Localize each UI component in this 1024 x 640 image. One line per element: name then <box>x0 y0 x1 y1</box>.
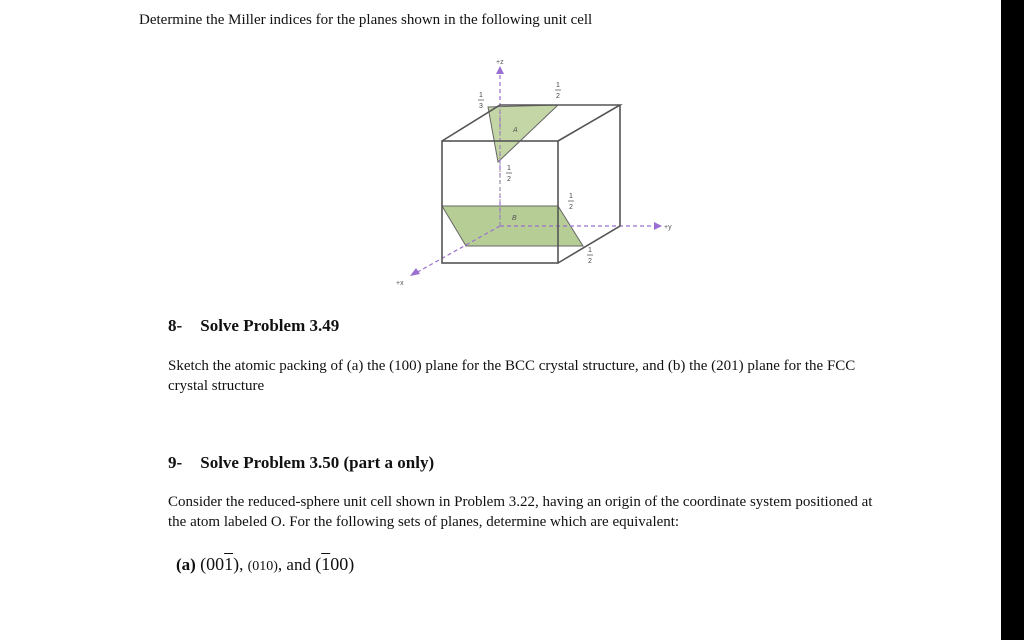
plane-index-1: (001) <box>200 554 240 574</box>
svg-text:3: 3 <box>479 103 483 110</box>
axis-y-label: +y <box>664 224 672 231</box>
problem-9-part-a <box>176 554 354 575</box>
plane-b-label: B <box>512 215 517 222</box>
problem-8-number: 8- <box>168 316 183 335</box>
problem-8-text: Sketch the atomic packing of (a) the (100) plane for the BCC crystal structure, and (b) the (201) plane for the FCC crystal structure <box>168 358 856 394</box>
problem-9-heading <box>168 453 434 473</box>
svg-text:1: 1 <box>507 165 511 172</box>
x-axis-line <box>414 226 500 274</box>
separator-1: , <box>239 555 248 574</box>
svg-text:1: 1 <box>556 82 560 89</box>
svg-text:2: 2 <box>507 176 511 183</box>
svg-text:2: 2 <box>569 204 573 211</box>
plane-index-2: (010) <box>247 559 278 574</box>
axis-x-label: +x <box>396 280 404 287</box>
svg-text:2: 2 <box>588 258 592 265</box>
y-axis-arrow <box>654 222 662 230</box>
fraction-half-right <box>568 193 574 211</box>
plane-index-3: (100) <box>315 554 355 574</box>
plane-a-label: A <box>513 127 518 134</box>
separator-2: , and <box>277 555 316 574</box>
problem-9-number: 9- <box>168 453 183 472</box>
problem-8-title: Solve Problem 3.49 <box>200 316 340 335</box>
problem-8-heading <box>168 316 339 336</box>
svg-text:2: 2 <box>556 93 560 100</box>
question-title: Determine the Miller indices for the planes shown in the following unit cell <box>139 12 593 28</box>
fraction-one-third <box>478 92 484 110</box>
axis-z-label: +z <box>496 59 504 66</box>
svg-text:1: 1 <box>479 92 483 99</box>
svg-text:1: 1 <box>588 247 592 254</box>
x-axis-arrow <box>410 268 420 276</box>
z-axis-arrow <box>496 66 504 74</box>
problem-9-title: Solve Problem 3.50 (part a only) <box>200 453 435 472</box>
svg-text:1: 1 <box>569 193 573 200</box>
fraction-half-top <box>555 82 561 100</box>
unit-cell-figure <box>380 52 700 297</box>
part-a-label: (a) <box>176 555 196 574</box>
problem-9-text: Consider the reduced-sphere unit cell shown in Problem 3.22, having an origin of the coordinate system positioned at the atom labeled O. For the following sets of planes, determine which are equivalent: <box>168 494 873 530</box>
plane-b <box>442 206 583 246</box>
plane-a <box>488 105 558 162</box>
fraction-half-middle <box>506 165 512 183</box>
unit-cell-diagram <box>380 52 700 297</box>
fraction-half-bottom <box>587 247 593 265</box>
